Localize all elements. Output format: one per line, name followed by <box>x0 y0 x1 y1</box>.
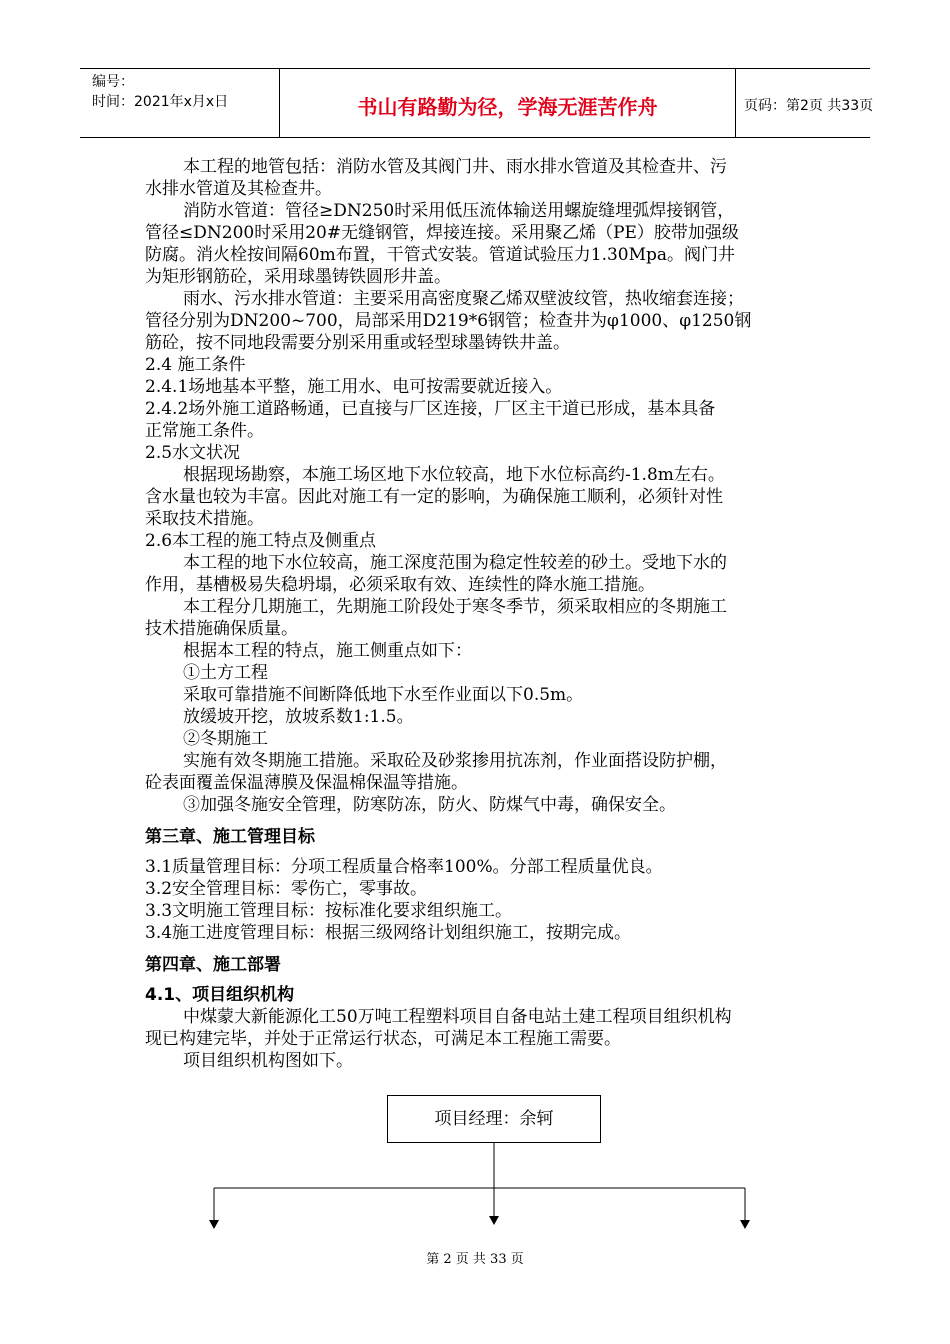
paragraph-line: 消防水管道：管径≥DN250时采用低压流体输送用螺旋缝埋弧焊接钢管， <box>183 201 735 221</box>
paragraph-line: 含水量也较为丰富。因此对施工有一定的影响，为确保施工顺利，必须针对性 <box>145 487 723 507</box>
paragraph-line: 3.4施工进度管理目标：根据三级网络计划组织施工，按期完成。 <box>145 923 632 943</box>
chapter-heading: 第三章、施工管理目标 <box>145 827 315 847</box>
paragraph-line: 正常施工条件。 <box>145 421 264 441</box>
section-heading: 2.5水文状况 <box>145 443 241 463</box>
header-slogan: 书山有路勤为径，学海无涯苦作舟 <box>357 95 658 119</box>
paragraph-line: 作用，基槽极易失稳坍塌，必须采取有效、连续性的降水施工措施。 <box>145 575 655 595</box>
list-item: ①土方工程 <box>183 663 268 683</box>
page-footer: 第 2 页 共 33 页 <box>426 1252 524 1267</box>
paragraph-line: 2.4.2场外施工道路畅通，已直接与厂区连接，厂区主干道已形成，基本具备 <box>145 399 716 419</box>
arrow-down-icon <box>209 1220 219 1229</box>
paragraph-line: 放缓坡开挖，放坡系数1:1.5。 <box>183 707 414 727</box>
paragraph-line: 管径分别为DN200~700，局部采用D219*6钢管；检查井为φ1000、φ1250钢 <box>145 311 752 331</box>
chapter-heading: 第四章、施工部署 <box>145 955 281 975</box>
list-item: ②冬期施工 <box>183 729 268 749</box>
project-manager-label: 项目经理：余轲 <box>434 1109 554 1129</box>
arrow-down-icon <box>489 1216 499 1225</box>
paragraph-line: 砼表面覆盖保温薄膜及保温棉保温等措施。 <box>145 773 468 793</box>
document-number-label: 编号： <box>92 74 134 90</box>
paragraph-line: 防腐。消火栓按间隔60m布置，干管式安装。管道试验压力1.30Mpa。阀门井 <box>145 245 736 265</box>
list-item: ③加强冬施安全管理，防寒防冻，防火、防煤气中毒，确保安全。 <box>183 795 676 815</box>
paragraph-line: 技术措施确保质量。 <box>145 619 298 639</box>
paragraph-line: 现已构建完毕，并处于正常运行状态，可满足本工程施工需要。 <box>145 1029 621 1049</box>
header-page-info: 页码：第2页 共33页 <box>744 98 874 114</box>
arrow-down-icon <box>740 1220 750 1229</box>
section-heading: 2.4 施工条件 <box>145 355 246 375</box>
paragraph-line: 水排水管道及其检查井。 <box>145 179 332 199</box>
paragraph-line: 筋砼，按不同地段需要分别采用重或轻型球墨铸铁井盖。 <box>145 333 570 353</box>
paragraph-line: 3.3文明施工管理目标：按标准化要求组织施工。 <box>145 901 513 921</box>
paragraph-line: 根据现场勘察，本施工场区地下水位较高，地下水位标高约-1.8m左右。 <box>183 465 725 485</box>
paragraph-line: 2.4.1场地基本平整，施工用水、电可按需要就近接入。 <box>145 377 563 397</box>
paragraph-line: 本工程分几期施工，先期施工阶段处于寒冬季节，须采取相应的冬期施工 <box>183 597 727 617</box>
paragraph-line: 中煤蒙大新能源化工50万吨工程塑料项目自备电站土建工程项目组织机构 <box>183 1007 732 1027</box>
paragraph-line: 采取技术措施。 <box>145 509 264 529</box>
section-heading: 4.1、项目组织机构 <box>145 985 295 1005</box>
paragraph-line: 实施有效冬期施工措施。采取砼及砂浆掺用抗冻剂，作业面搭设防护棚， <box>183 751 727 771</box>
paragraph-line: 雨水、污水排水管道：主要采用高密度聚乙烯双壁波纹管，热收缩套连接； <box>183 289 744 309</box>
section-heading: 2.6本工程的施工特点及侧重点 <box>145 531 377 551</box>
paragraph-line: 为矩形钢筋砼，采用球墨铸铁圆形井盖。 <box>145 267 451 287</box>
paragraph-line: 管径≤DN200时采用20#无缝钢管，焊接连接。采用聚乙烯（PE）胶带加强级 <box>145 223 739 243</box>
paragraph-line: 3.2安全管理目标：零伤亡，零事故。 <box>145 879 428 899</box>
paragraph-line: 采取可靠措施不间断降低地下水至作业面以下0.5m。 <box>183 685 584 705</box>
document-date: 时间：2021年x月x日 <box>92 94 229 110</box>
paragraph-line: 本工程的地管包括：消防水管及其阀门井、雨水排水管道及其检查井、污 <box>183 157 727 177</box>
paragraph-line: 根据本工程的特点，施工侧重点如下： <box>183 641 472 661</box>
paragraph-line: 项目组织机构图如下。 <box>183 1051 353 1071</box>
paragraph-line: 3.1质量管理目标：分项工程质量合格率100%。分部工程质量优良。 <box>145 857 663 877</box>
paragraph-line: 本工程的地下水位较高，施工深度范围为稳定性较差的砂土。受地下水的 <box>183 553 727 573</box>
